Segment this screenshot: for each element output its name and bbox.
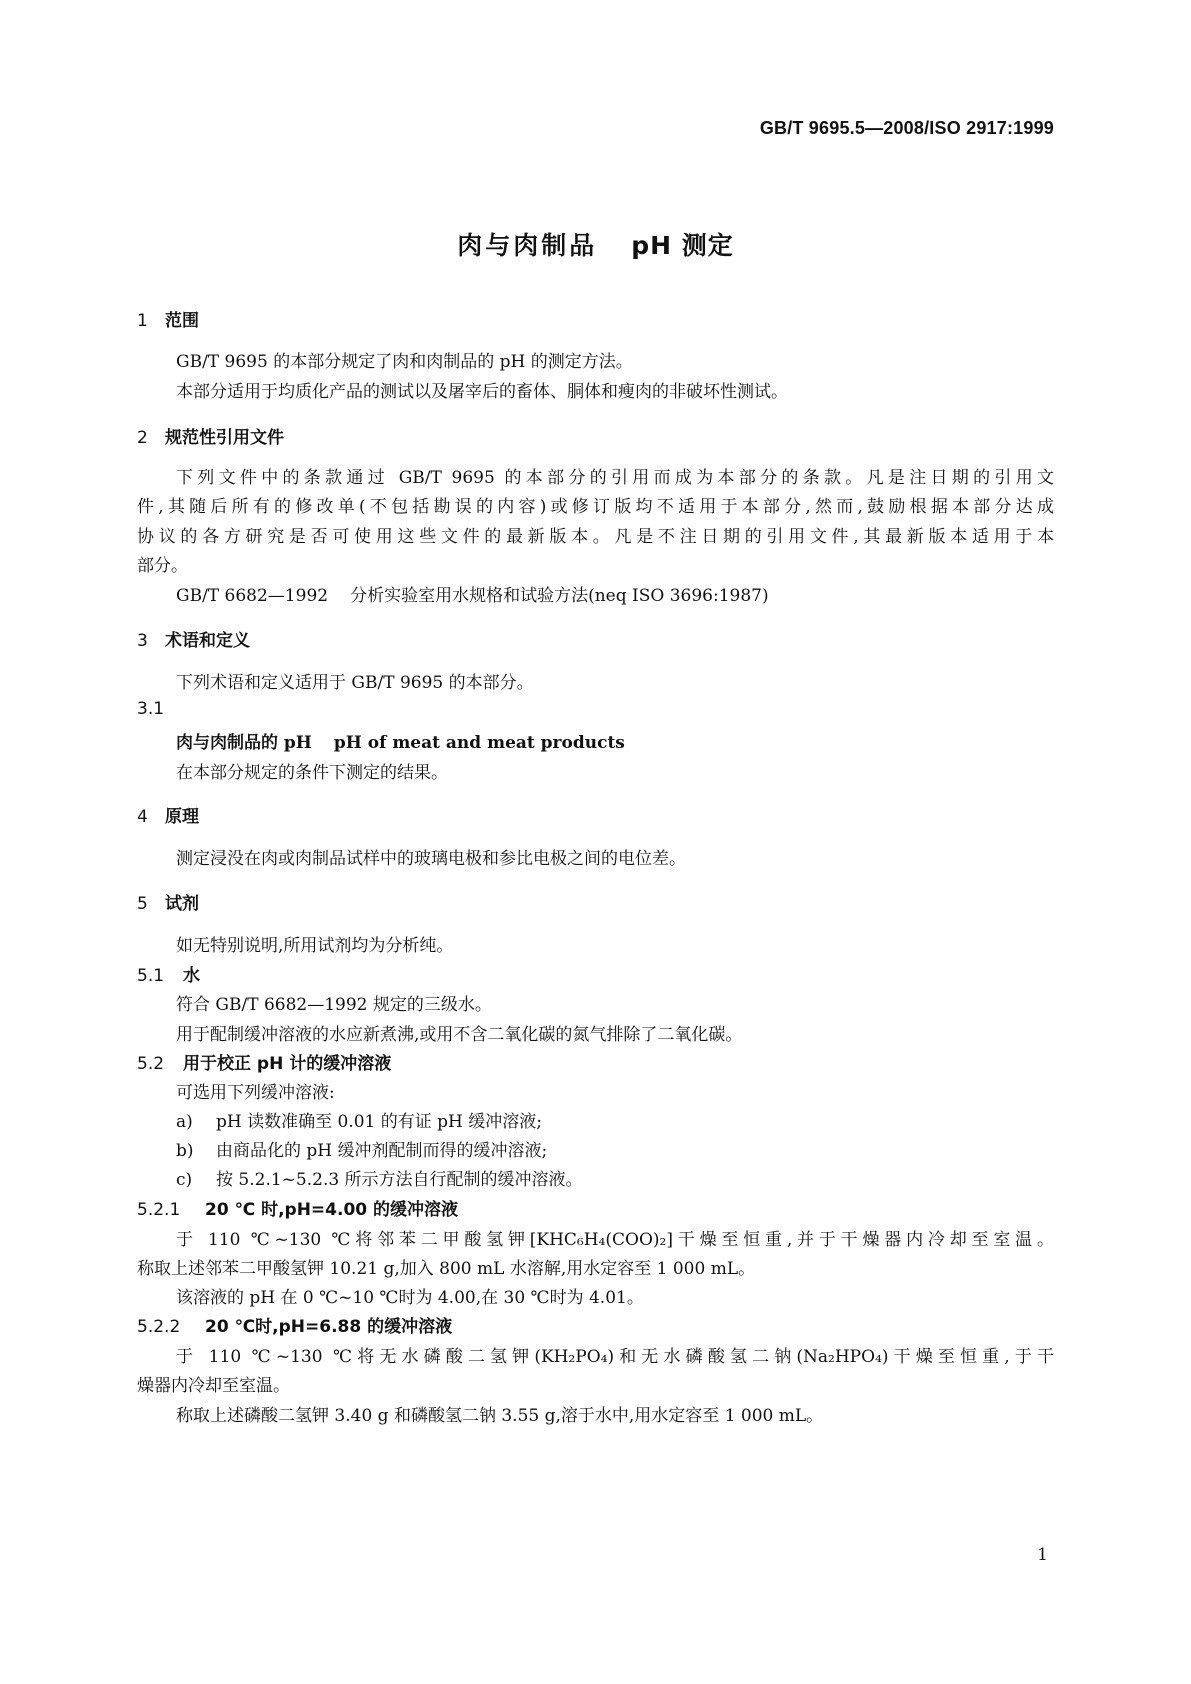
section-title: 水 <box>183 966 200 986</box>
paragraph: 本部分适用于均质化产品的测试以及屠宰后的畜体、胴体和瘦肉的非破坏性测试。 <box>176 382 788 402</box>
section-2-heading <box>137 423 284 448</box>
paragraph-line: 燥器内冷却至室温。 <box>137 1376 290 1396</box>
section-number: 2 <box>137 428 148 448</box>
normative-reference <box>176 581 1054 606</box>
term-definition: 在本部分规定的条件下测定的结果。 <box>176 763 448 783</box>
reference-code: GB/T 6682—1992 <box>176 586 329 606</box>
subsection-5-2-heading <box>137 1049 391 1074</box>
paragraph-line: 部分。 <box>137 556 188 576</box>
section-number: 5.2.2 <box>137 1317 181 1337</box>
term-chinese: 肉与肉制品的 pH <box>176 733 312 753</box>
term-entry <box>176 728 1054 753</box>
paragraph-line: 下列文件中的条款通过 GB/T 9695 的本部分的引用而成为本部分的条款。凡是注日期的引用文 <box>176 468 1054 488</box>
section-4-heading <box>137 802 199 827</box>
paragraph-line: 称取上述磷酸二氢钾 3.40 g 和磷酸氢二钠 3.55 g,溶于水中,用水定容至 1 000 mL。 <box>176 1406 824 1426</box>
section-title: 规范性引用文件 <box>165 428 284 448</box>
paragraph: GB/T 9695 的本部分规定了肉和肉制品的 pH 的测定方法。 <box>176 352 633 372</box>
list-item-text: 按 5.2.1~5.2.3 所示方法自行配制的缓冲溶液。 <box>216 1170 583 1190</box>
list-item <box>176 1107 1054 1132</box>
subsection-5-2-1-heading <box>137 1195 458 1220</box>
paragraph-line: 于 110 ℃~130 ℃将邻苯二甲酸氢钾[KHC₆H₄(COO)₂]干燥至恒重,并于干燥器内冷却至室温。 <box>176 1230 1054 1250</box>
paragraph-line: 协议的各方研究是否可使用这些文件的最新版本。凡是不注日期的引用文件,其最新版本适用于本 <box>137 527 1054 547</box>
list-item-text: 由商品化的 pH 缓冲剂配制而得的缓冲溶液; <box>216 1141 548 1161</box>
paragraph: 用于配制缓冲溶液的水应新煮沸,或用不含二氧化碳的氮气排除了二氧化碳。 <box>176 1025 743 1045</box>
section-title: 试剂 <box>165 894 199 914</box>
section-title: 术语和定义 <box>165 631 250 651</box>
paragraph-line: 于 110 ℃~130 ℃将无水磷酸二氢钾(KH₂PO₄)和无水磷酸氢二钠(Na₂HPO₄)干燥至恒重,于干 <box>176 1347 1054 1367</box>
title-ph: pH 测定 <box>631 231 734 260</box>
page-number: 1 <box>1037 1545 1048 1565</box>
paragraph: 测定浸没在肉或肉制品试样中的玻璃电极和参比电极之间的电位差。 <box>176 849 686 869</box>
section-number: 4 <box>137 807 148 827</box>
paragraph-line: 称取上述邻苯二甲酸氢钾 10.21 g,加入 800 mL 水溶解,用水定容至 1 000 mL。 <box>137 1259 756 1279</box>
list-item-text: pH 读数准确至 0.01 的有证 pH 缓冲溶液; <box>216 1112 543 1132</box>
section-title: 用于校正 pH 计的缓冲溶液 <box>183 1054 392 1074</box>
section-number: 1 <box>137 311 148 331</box>
section-title: 20 ℃时,pH=6.88 的缓冲溶液 <box>205 1317 453 1337</box>
section-number: 5.2.1 <box>137 1200 181 1220</box>
list-item <box>176 1136 1054 1161</box>
paragraph-line: 该溶液的 pH 在 0 ℃~10 ℃时为 4.00,在 30 ℃时为 4.01。 <box>176 1288 644 1308</box>
paragraph: 下列术语和定义适用于 GB/T 9695 的本部分。 <box>176 673 534 693</box>
list-item-label: c) <box>176 1170 193 1190</box>
section-number: 5 <box>137 894 148 914</box>
list-item <box>176 1165 1054 1190</box>
subsection-5-2-2-heading <box>137 1312 452 1337</box>
paragraph: 如无特别说明,所用试剂均为分析纯。 <box>176 936 454 956</box>
section-number: 5.1 <box>137 966 165 986</box>
standard-code: GB/T 9695.5—2008/ISO 2917:1999 <box>759 118 1054 138</box>
paragraph: 可选用下列缓冲溶液: <box>176 1083 335 1103</box>
document-title <box>0 226 1191 262</box>
section-number: 3.1 <box>137 699 165 719</box>
section-number: 3 <box>137 631 148 651</box>
section-number: 5.2 <box>137 1054 165 1074</box>
reference-title: 分析实验室用水规格和试验方法(neq ISO 3696:1987) <box>350 586 769 606</box>
list-item-label: b) <box>176 1141 194 1161</box>
title-main: 肉与肉制品 <box>457 231 598 260</box>
section-1-heading <box>137 306 199 331</box>
subsection-3-1-number <box>137 699 164 719</box>
subsection-5-1-heading <box>137 961 200 986</box>
section-5-heading <box>137 889 199 914</box>
term-english: pH of meat and meat products <box>333 733 625 753</box>
paragraph: 符合 GB/T 6682—1992 规定的三级水。 <box>176 995 492 1015</box>
section-title: 原理 <box>165 807 199 827</box>
section-title: 20 ℃ 时,pH=4.00 的缓冲溶液 <box>205 1200 459 1220</box>
section-title: 范围 <box>165 311 199 331</box>
section-3-heading <box>137 626 250 651</box>
paragraph-line: 件,其随后所有的修改单(不包括勘误的内容)或修订版均不适用于本部分,然而,鼓励根据本部分达成 <box>137 497 1054 517</box>
list-item-label: a) <box>176 1112 193 1132</box>
